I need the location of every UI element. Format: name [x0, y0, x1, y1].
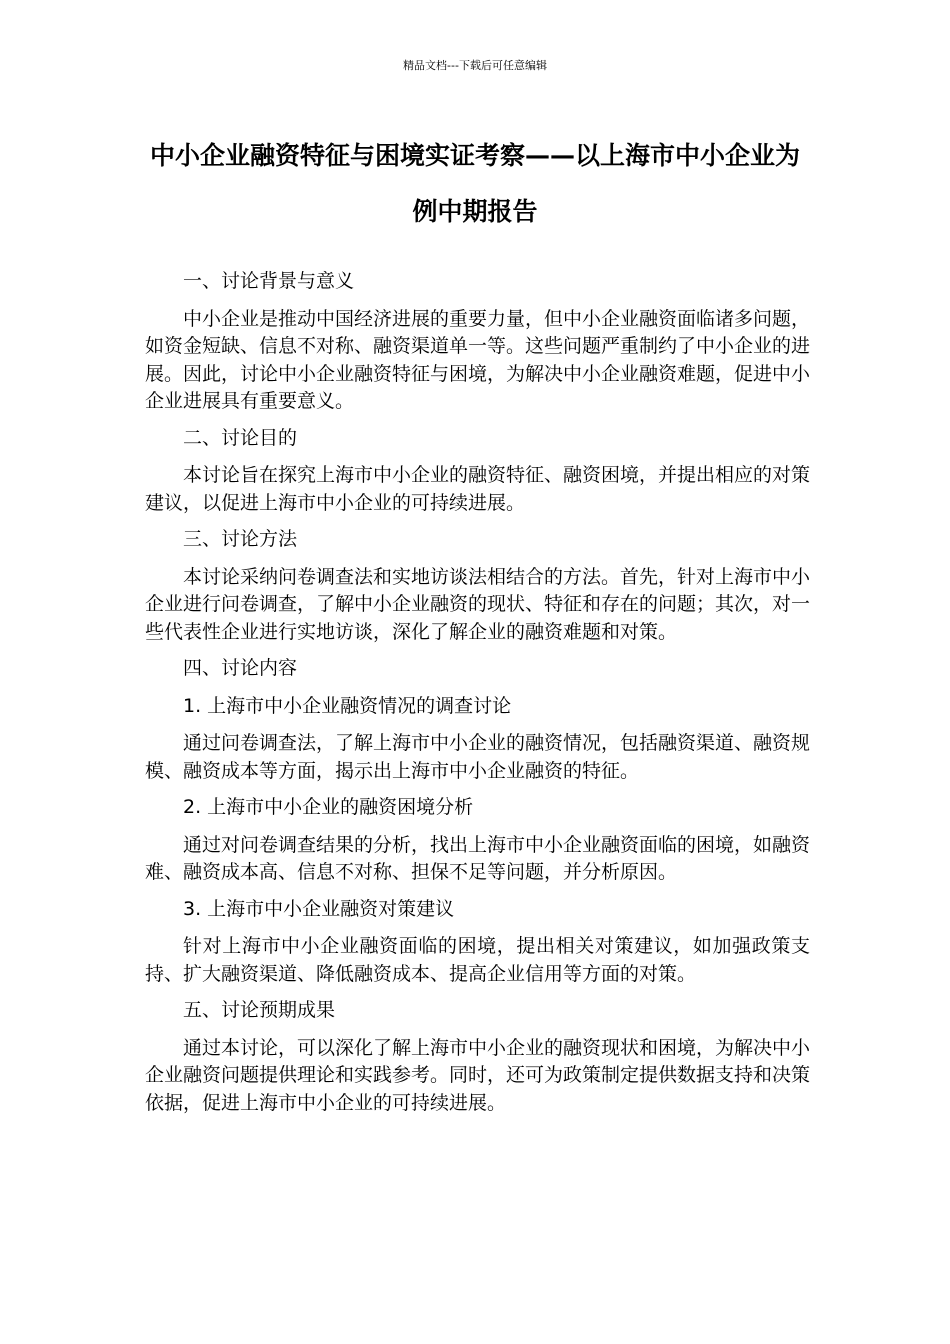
- section-heading-outcomes: 五、讨论预期成果: [183, 999, 336, 1021]
- section-heading-background: 一、讨论背景与意义: [183, 270, 355, 292]
- section-heading-method: 三、讨论方法: [183, 528, 298, 550]
- page-title: 中小企业融资特征与困境实证考察——以上海市中小企业为例中期报告: [149, 141, 800, 226]
- paragraph-suggestions: 针对上海市中小企业融资面临的困境，提出相关对策建议，如加强政策支持、扩大融资渠道、降低融资成本、提高企业信用等方面的对策。: [145, 935, 810, 985]
- subsection-heading-survey: 1. 上海市中小企业融资情况的调查讨论: [183, 694, 512, 717]
- header-note: 精品文档---下载后可任意编辑: [403, 59, 547, 72]
- document-body: [145, 268, 810, 1126]
- paragraph-outcomes: 通过本讨论，可以深化了解上海市中小企业的融资现状和困境，为解决中小企业融资问题提供理论和实践参考。同时，还可为政策制定提供数据支持和决策依据，促进上海市中小企业的可持续进展。: [145, 1036, 811, 1114]
- section-heading-purpose: 二、讨论目的: [183, 426, 298, 449]
- section-heading-content: 四、讨论内容: [183, 657, 298, 679]
- paragraph-survey: 通过问卷调查法，了解上海市中小企业的融资情况，包括融资渠道、融资规模、融资成本等方面，揭示出上海市中小企业融资的特征。: [145, 732, 811, 782]
- paragraph-dilemma: 通过对问卷调查结果的分析，找出上海市中小企业融资面临的困境，如融资难、融资成本高、信息不对称、担保不足等问题，并分析原因。: [145, 833, 811, 883]
- subsection-heading-dilemma: 2. 上海市中小企业的融资困境分析: [183, 796, 474, 818]
- paragraph-background: 中小企业是推动中国经济进展的重要力量，但中小企业融资面临诸多问题，如资金短缺、信息不对称、融资渠道单一等。这些问题严重制约了中小企业的进展。因此，讨论中小企业融资特征与困境，为解决中小企业融资难题，促进中小企业进展具有重要意义。: [145, 307, 811, 412]
- paragraph-method: 本讨论采纳问卷调查法和实地访谈法相结合的方法。首先，针对上海市中小企业进行问卷调查，了解中小企业融资的现状、特征和存在的问题；其次，对一些代表性企业进行实地访谈，深化了解企业的融资难题和对策。: [145, 565, 811, 643]
- subsection-heading-suggestions: 3. 上海市中小企业融资对策建议: [183, 897, 455, 920]
- paragraph-purpose: 本讨论旨在探究上海市中小企业的融资特征、融资困境，并提出相应的对策建议，以促进上海市中小企业的可持续进展。: [145, 464, 811, 514]
